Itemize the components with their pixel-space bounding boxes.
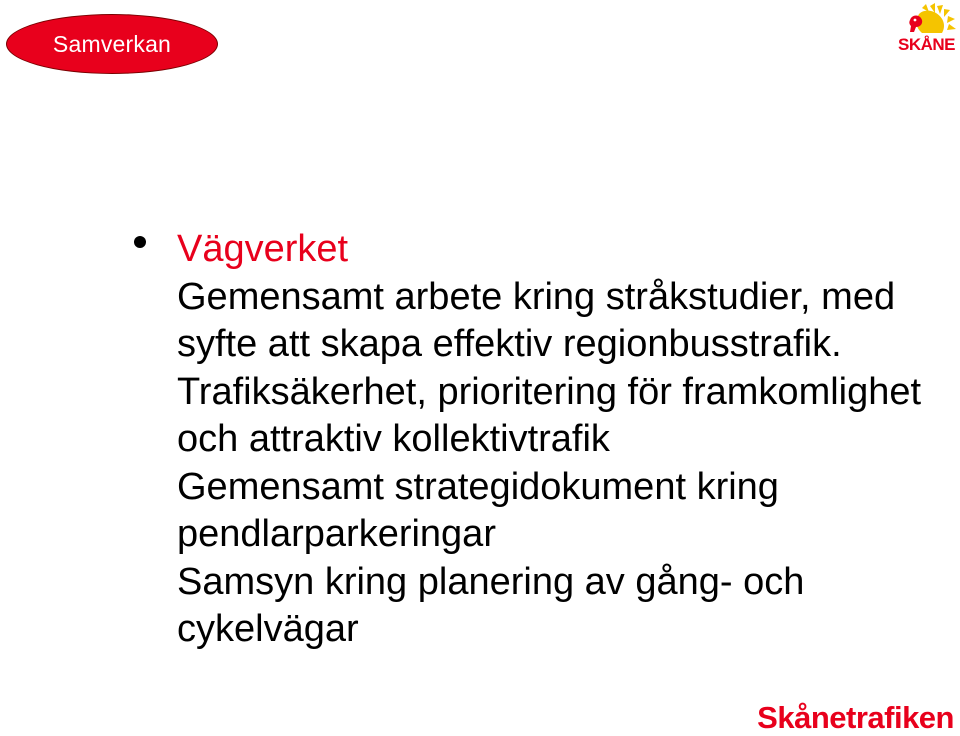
badge-label: Samverkan [52,30,172,57]
item-gang-och-cykelvagar: Samsyn kring planering av gång- och cykelvägar [177,560,805,650]
region-skane-logo [892,2,958,58]
bullet-text-line [177,274,934,464]
item-pendlarparkeringar: Gemensamt strategidokument kring pendlarparkeringar [177,465,779,555]
region-logo-text: SKÅNE [897,35,955,54]
bullet-body [177,226,934,654]
slide-content [134,226,934,654]
samverkan-badge [6,14,218,74]
bullet-heading: Vägverket [177,228,349,270]
skanetrafiken-logo: Skånetrafiken [757,700,954,735]
bullet-dot [134,236,146,248]
item-stråkstudier: Gemensamt arbete kring stråkstudier, med syfte att skapa effektiv regionbusstrafik. [177,275,896,365]
item-trafiksakerhet: Trafiksäkerhet, prioritering för framkomlighet och attraktiv kollektivtrafik [177,370,922,460]
